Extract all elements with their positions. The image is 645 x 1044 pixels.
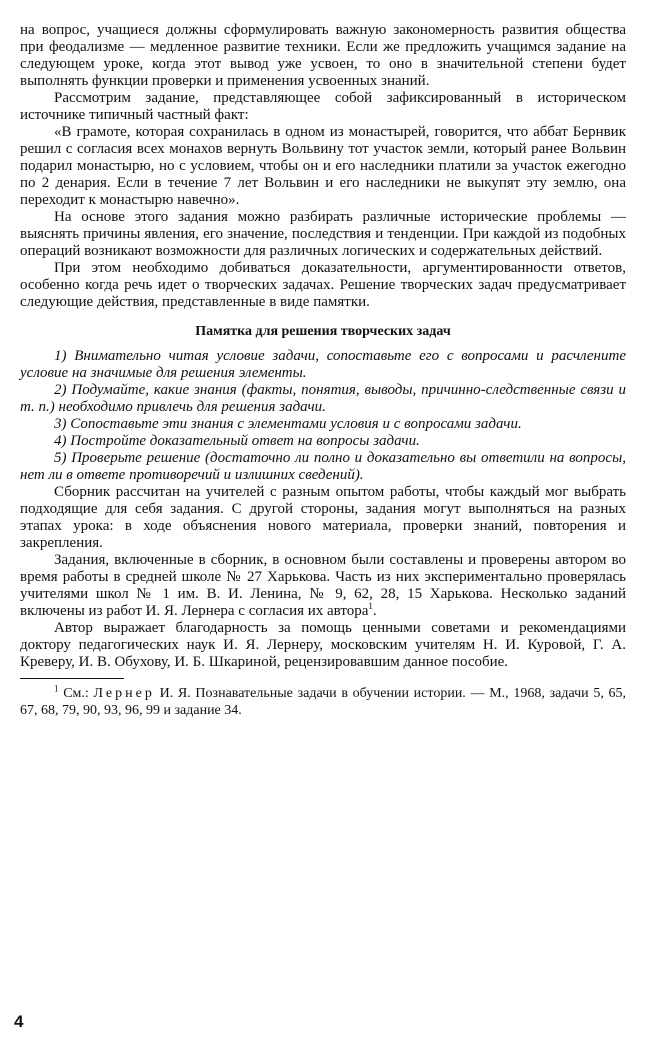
source-quote: «В грамоте, которая сохранилась в одном из монастырей, говорится, что аббат Бернвик решил с согласия всех монахов вернуть Вольвину тот участок земли, который ранее Вольвин подарил монастырю, но с условием, чтобы он и его наследники платили за участок ежегодно по 2 денария. Если в течение 7 лет Вольвин и его наследники не выкупят эту землю, она переходит к монастырю навечно». [20,124,626,208]
footnote-text: И. Я. Познавательные задачи в обучении истории. — М., 1968, задачи 5, 65, 67, 68, 79, 90, 93, 96, 99 и задание 34. [20,686,627,718]
memo-title: Памятка для решения творческих задач [195,324,451,339]
footnote-mark: 1 [54,683,59,694]
footnote-reference: 1 [368,601,373,611]
sources-text: Задания, включенные в сборник, в основном были составлены и проверены автором во время работы в средней школе № 27 Харькова. Часть из них экспериментально проверялась учителями школ № 1 им. В. И. Ленина, № 9, 62, 28, 15 Харькова. Несколько заданий включены из работ И. Я. Лернера с согласия их автора [20,552,626,619]
footnote-divider [20,678,124,679]
memo-item: 4) Постройте доказательный ответ на вопросы задачи. [54,433,420,449]
body-paragraph-2: Рассмотрим задание, представляющее собой зафиксированный в историческом источнике типичный частный факт: [20,90,626,123]
memo-item: 5) Проверьте решение (достаточно ли полно и доказательно вы ответили на вопросы, нет ли в ответе противоречий и излишних сведений). [20,450,626,483]
body-paragraph-3: На основе этого задания можно разбирать различные исторические проблемы — выяснять причины явления, его значение, последствия и тенденции. При каждой из подобных операций возникают возможности для различных логических и содержательных действий. [20,209,626,259]
memo-item: 2) Подумайте, какие знания (факты, понятия, выводы, причинно-следственные связи и т. п.) необходимо привлечь для решения задачи. [20,382,626,415]
footnote-prefix: См.: [63,686,89,701]
memo-item: 3) Сопоставьте эти знания с элементами условия и с вопросами задачи. [54,416,522,432]
body-paragraph-sources [20,552,626,620]
footnote-author: Лернер [93,686,155,701]
footnote [20,685,626,719]
body-paragraph-5: Сборник рассчитан на учителей с разным опытом работы, чтобы каждый мог выбрать подходящие для себя задания. С другой стороны, задания могут выполняться на разных этапах урока: в ходе объяснения нового материала, проверки знаний, повторения и закрепления. [20,484,626,551]
memo-list [20,348,626,484]
acknowledgement-paragraph: Автор выражает благодарность за помощь ценными советами и рекомендациями доктору педагогических наук И. Я. Лернеру, московским учителям Н. И. Куровой, Г. А. Креверу, И. В. Обухову, И. Б. Шкариной, рецензировавшим данное пособие. [20,620,626,670]
sources-end: . [372,603,377,619]
body-paragraph-1: на вопрос, учащиеся должны сформулировать важную закономерность развития общества при феодализме — медленное развитие техники. Если же предложить учащимся задание на следующем уроке, когда этот вывод уже усвоен, то оно в значительной степени будет выполнять функции проверки и применения усвоенных знаний. [20,22,626,89]
page-number: 4 [14,1012,24,1031]
body-paragraph-4: При этом необходимо добиваться доказательности, аргументированности ответов, особенно когда речь идет о творческих задачах. Решение творческих задач предусматривает следующие действия, представленные в виде памятки. [20,260,626,310]
memo-item: 1) Внимательно читая условие задачи, сопоставьте его с вопросами и расчлените условие на значимые для решения элементы. [20,348,626,381]
